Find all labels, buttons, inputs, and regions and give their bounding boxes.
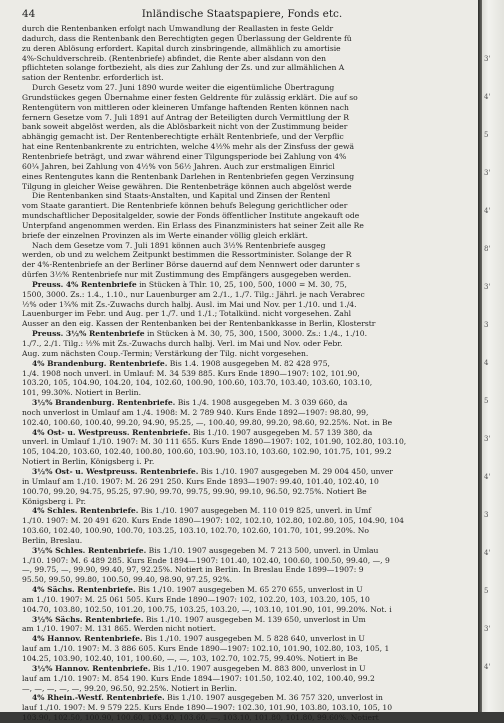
entry-text: Bis 1./10. 1907 ausgegeben M. 65 270 655, unverlost in U — [135, 585, 363, 595]
text-line — [22, 467, 474, 477]
gutter-glyph: 4' — [484, 663, 491, 671]
text-line: 100.70, 99.20, 94.75, 95.25, 97.90, 99.70, 99.75, 99.90, 99.10, 96.50, 92.75%. Notiert Be — [22, 486, 367, 496]
gutter-glyph: 3' — [484, 435, 491, 443]
text-line — [22, 615, 474, 625]
text-line: Durch Gesetz vom 27. Juni 1890 wurde weiter die eigentümliche Übertragung — [32, 83, 335, 93]
text-line — [22, 329, 474, 339]
text-line — [22, 585, 474, 595]
text-line: Grundstückes gegen Übernahme einer festen Geldrente für zulässig erklärt. Die auf so — [22, 92, 358, 102]
text-line: lauf am 1./10. 1907: M. 3 886 605. Kurs Ende 1890—1907: 102.10, 101.90, 102.80, 103, 105, 1 — [22, 644, 390, 654]
text-line: fernern Gesetze vom 7. Juli 1891 auf Antrag der Beteiligten durch Vermittlung der R — [22, 112, 349, 122]
entry-heading: 4% Hannov. Rentenbriefe. — [32, 634, 143, 644]
text-line: pflichteten solange fortbezieht, als dies zur Zahlung der Zs. und zur allmählichen A — [22, 63, 345, 73]
entry-text: Bis 1./10. 1907 ausgegeben M. 883 800, unverlost in U — [150, 663, 366, 673]
text-line: 103.90, 102.50, 100.90, 100.60, 103.40, 103.60, —, 103.10, 101.80, 101.80, 99.60%. Notiert — [22, 713, 379, 723]
gutter-glyph: 5 — [484, 587, 489, 595]
text-line — [22, 398, 474, 408]
entry-text: Bis 1./10. 1907 ausgegeben M. 57 139 380, da — [190, 427, 373, 437]
entry-text: in Stücken à Thlr. 10, 25, 100, 500, 1000 = M. 30, 75, — [136, 279, 347, 289]
text-line: noch unverlost in Umlauf am 1./4. 1908: M. 2 789 940. Kurs Ende 1892—1907: 98.80, 99, — [22, 407, 369, 417]
text-line: dürfen 3½% Rentenbriefe nur mit Zustimmung des Empfängers ausgegeben werden. — [22, 270, 352, 280]
entry-text: Bis 1./10. 1907 ausgegeben M. 5 828 640, unverlost in U — [142, 634, 365, 644]
gutter-glyph: 4' — [484, 207, 491, 215]
text-line: Notiert in Berlin, Königsberg i. Pr. — [22, 457, 155, 467]
text-line: bank soweit abgelöst werden, als die Ablösbarkeit nicht von der Zustimmung beider — [22, 122, 348, 132]
entry-heading: 3½% Hannov. Rentenbriefe. — [32, 663, 151, 673]
text-line: der 4%-Rentenbriefe an der Berliner Börse dauernd auf dem Nennwert oder darunter s — [22, 260, 360, 270]
text-line: Ausser an den eig. Kassen der Rentenbanken bei der Rentenbankkasse in Berlin, Klosterstr — [22, 319, 376, 329]
entry-heading: 4% Schles. Rentenbriefe. — [32, 506, 139, 516]
entry-text: Bis 1./10. 1907 ausgegeben M. 110 019 825, unverl. in Umf — [138, 506, 372, 516]
text-line: Rentengütern von mittleren oder kleineren Umfange haftenden Renten können nach — [22, 102, 349, 112]
text-line: ½% oder 1¾% mit Zs.-Zuwachs durch halbj. Ausl. im Mai und Nov. per 1./10. und 1./4. — [22, 299, 357, 309]
text-line: vom Staate garantiert. Die Rentenbriefe können behufs Belegung gerichtlicher oder — [22, 201, 348, 211]
text-line: 1./10. 1907: M. 20 491 620. Kurs Ende 1890—1907: 102, 102.10, 102.80, 102.80, 105, 104.90, 104 — [22, 516, 404, 526]
text-line: Unterpfand angenommen werden. Ein Erlass des Finanzministers hat seiner Zeit alle Re — [22, 220, 364, 230]
text-line — [22, 359, 474, 369]
text-line — [22, 546, 474, 556]
text-line: Nach dem Gesetze vom 7. Juli 1891 können auch 3½% Rentenbriefe ausgeg — [32, 240, 326, 250]
entry-heading: 4% Rhein.-Westf. Rentenbriefe. — [32, 693, 165, 703]
text-line: sation der Rentenbr. erforderlich ist. — [22, 73, 164, 83]
text-line: werden, ob und zu welchem Zeitpunkt bestimmen die Ressortminister. Solange der R — [22, 250, 352, 260]
entry-heading: 3½% Ost- u. Westpreuss. Rentenbriefe. — [32, 466, 199, 476]
text-line: 4%-Schuldverschreib. (Rentenbriefe) abfindet, die Rente aber alsdann von den — [22, 53, 327, 63]
text-line: Tilgung in gleicher Weise gewähren. Die Rentenbeträge können auch abgelöst werde — [22, 181, 352, 191]
gutter-glyph: 4' — [484, 93, 491, 101]
text-line: 1500, 3000. Zs.: 1.4., 1.10., nur Lauenburger am 2./1., 1./7. Tilg.: Jährl. je nach Verabrec — [22, 289, 365, 299]
text-line: 101, 99.30%. Notiert in Berlin. — [22, 388, 141, 398]
entry-heading: Preuss. 3½% Rentenbriefe — [32, 329, 145, 339]
gutter-glyph: 3' — [484, 55, 491, 63]
text-line: 1./7., 2./1. Tilg.: ½% mit Zs.-Zuwachs durch halbj. Verl. im Mai und Nov. oder Febr. — [22, 339, 343, 348]
gutter-glyph: 8' — [484, 245, 491, 253]
gutter-glyph: 3' — [484, 625, 491, 633]
entry-text: Bis 1./10. 1907 ausgegeben M. 139 650, unverlost in Um — [143, 614, 366, 624]
text-line: mundschaftlicher Depositalgelder, sowie der Fonds öffentlicher Institute angekauft ode — [22, 211, 360, 221]
gutter-glyph: 5 — [484, 131, 489, 139]
text-line: 102.40, 100.60, 100.40, 99.20, 94.90, 95.25, —, 100.40, 99.80, 99.20, 98.60, 92.25%. Not. in Be — [22, 417, 393, 427]
text-line: 104.70, 103.80, 102.50, 101.20, 100.75, 103.25, 103.20, —, 103.10, 101.90, 101, 99.20%. Not. i — [22, 604, 392, 614]
text-line — [22, 664, 474, 674]
entry-text: Bis 1./10. 1907 ausgegeben M. 7 213 500, unverl. in Umlau — [146, 545, 379, 555]
text-line — [22, 634, 474, 644]
entry-heading: Preuss. 4% Rentenbriefe — [32, 279, 137, 289]
facing-page-edge — [478, 0, 504, 712]
text-line: am 1./10. 1907: M. 25 061 505. Kurs Ende 1890—1907: 102, 102.20, 103, 103.20, 105, 10 — [22, 594, 370, 604]
entry-text: Bis 1.4. 1908 ausgegeben M. 82 428 975, — [167, 358, 330, 368]
text-line — [22, 280, 474, 290]
text-line: Berlin, Breslau. — [22, 535, 83, 545]
gutter-glyph: 3' — [484, 169, 491, 177]
entry-text: Bis 1./4. 1908 ausgegeben M. 3 039 660, da — [175, 398, 348, 408]
gutter-glyph: 4 — [484, 359, 489, 367]
entry-text: in Stücken à M. 30, 75, 300, 1500, 3000. Zs.: 1./4., 1./10. — [144, 329, 368, 339]
text-line — [22, 693, 474, 703]
text-line — [22, 506, 474, 516]
text-line: briefe der einzelnen Provinzen als im Werte einander völlig gleich erklärt. — [22, 230, 308, 240]
text-line: Rentenbriefe beträgt, und zwar während einer Tilgungsperiode bei Zahlung von 4% — [22, 151, 347, 161]
text-line: Aug. zum nächsten Coup.-Termin; Verstärkung der Tilg. nicht vorgesehen. — [22, 348, 309, 358]
text-line: 105, 104.20, 103.60, 102.40, 100.80, 100.60, 103.90, 103.10, 103.60, 102.90, 101.75, 101, 99.2 — [22, 447, 392, 457]
text-line: —, —, —, —, —, 99.20, 96.50, 92.25%. Notiert in Berlin. — [22, 683, 237, 693]
text-line: durch die Rentenbanken erfolgt nach Umwandlung der Reallasten in feste Geldr — [22, 24, 334, 33]
text-line — [22, 428, 474, 438]
text-line: Königsberg i. Pr. — [22, 496, 86, 506]
gutter-glyph: 3 — [484, 321, 489, 329]
text-line: in Umlauf am 1./10. 1907: M. 26 291 250. Kurs Ende 1893—1907: 99.40, 101.40, 102.40, 10 — [22, 476, 379, 486]
text-line: 1./10. 1907: M. 6 489 285. Kurs Ende 1894—1907: 101.40, 102.40, 100.60, 100.50, 99.40, —, 9 — [22, 555, 390, 565]
text-line: 95.50, 99.50, 99.80, 100.50, 99.40, 98.90, 97.25, 92%. — [22, 575, 233, 585]
facing-page-glyphs — [484, 40, 504, 686]
text-line: 104.25, 103.90, 102.40, 101, 100.60, —, —, 103, 102.70, 102.75, 99.40%. Notiert in Be — [22, 654, 358, 663]
entry-heading: 3½% Brandenburg. Rentenbriefe. — [32, 398, 176, 408]
entry-heading: 3½% Sächs. Rentenbriefe. — [32, 614, 144, 624]
entry-text: Bis 1./10. 1907 ausgegeben M. 29 004 450, unver — [198, 466, 393, 476]
text-line: Lauenburger im Febr. und Aug. per 1./7. und 1./1.; Totalkünd. nicht vorgesehen. Zahl — [22, 309, 352, 319]
entry-heading: 4% Brandenburg. Rentenbriefe. — [32, 358, 168, 368]
body-text — [22, 24, 474, 723]
running-title: Inländische Staatspapiere, Fonds etc. — [141, 8, 343, 20]
gutter-glyph: 3' — [484, 283, 491, 291]
text-line: Die Rentenbanken sind Staats-Anstalten, und Kapital und Zinsen der Rentenl — [32, 191, 331, 201]
gutter-glyph: 3 — [484, 511, 489, 519]
book-spine-shadow — [478, 0, 482, 712]
entry-heading: 4% Sächs. Rentenbriefe. — [32, 585, 136, 595]
text-line: am 1./10. 1907: M. 131 865. Werden nicht notiert. — [22, 624, 216, 634]
entry-heading: 3½% Schles. Rentenbriefe. — [32, 545, 147, 555]
gutter-glyph: 4' — [484, 473, 491, 481]
gutter-glyph: 4' — [484, 549, 491, 557]
text-line: 60¼ Jahren, bei Zahlung von 4½% von 56½ Jahren. Auch zur erstmaligen Einricl — [22, 161, 335, 171]
entry-heading: 4% Ost- u. Westpreuss. Rentenbriefe. — [32, 427, 191, 437]
gutter-glyph: 5 — [484, 397, 489, 405]
text-line: unverl. in Umlauf 1./10. 1907: M. 30 111 655. Kurs Ende 1890—1907: 102, 101.90, 102.80, 103.10, — [22, 437, 407, 447]
text-line: eines Rentengutes kann die Rentenbank Darlehen in Rentenbriefen gegen Verzinsung — [22, 171, 355, 181]
running-head — [22, 8, 462, 22]
entry-text: Bis 1./10. 1907 ausgegeben M. 36 757 320, unverlost in — [164, 693, 383, 703]
text-line: zu deren Ablösung erfordert. Kapital durch zinsbringende, allmählich zu amortisie — [22, 43, 341, 53]
text-line: lauf 1./10. 1907: M. 9 579 225. Kurs Ende 1890—1907: 102.30, 101.90, 103.80, 103.10, 105, 10 — [22, 703, 393, 713]
text-line: 1./4. 1908 noch unverl. in Umlauf: M. 34 539 885. Kurs Ende 1890—1907: 102, 101.90, — [22, 368, 360, 378]
text-line: hat eine Rentenbankrente zu entrichten, welche 4½% mehr als der Zinsfuss der gewä — [22, 142, 354, 152]
page-number: 44 — [22, 8, 36, 20]
text-line: 103.60, 102.40, 100.90, 100.70, 103.25, 103.10, 102.70, 102.60, 101.70, 101, 99.20%. No — [22, 526, 369, 536]
text-line: 103.20, 105, 104.90, 104.20, 104, 102.60, 100.90, 100.60, 103.70, 103.40, 103.60, 103.10, — [22, 378, 373, 388]
text-line: lauf am 1./10. 1907: M. 854 190. Kurs Ende 1894—1907: 101.50, 102.40, 102, 100.40, 99.2 — [22, 673, 375, 683]
text-line: dadurch, dass die Rentenbank den Berechtigten gegen Überlassung der Geldrente fü — [22, 33, 352, 43]
text-line: abhängig gemacht ist. Der Rentenberechtigte erhält Rentenbriefe, und der Verpflic — [22, 132, 344, 142]
text-line: —, 99.75, —, 99.90, 99.40, 97, 92.25%. Notiert in Berlin. In Breslau Ende 1899—1907: 9 — [22, 565, 364, 575]
